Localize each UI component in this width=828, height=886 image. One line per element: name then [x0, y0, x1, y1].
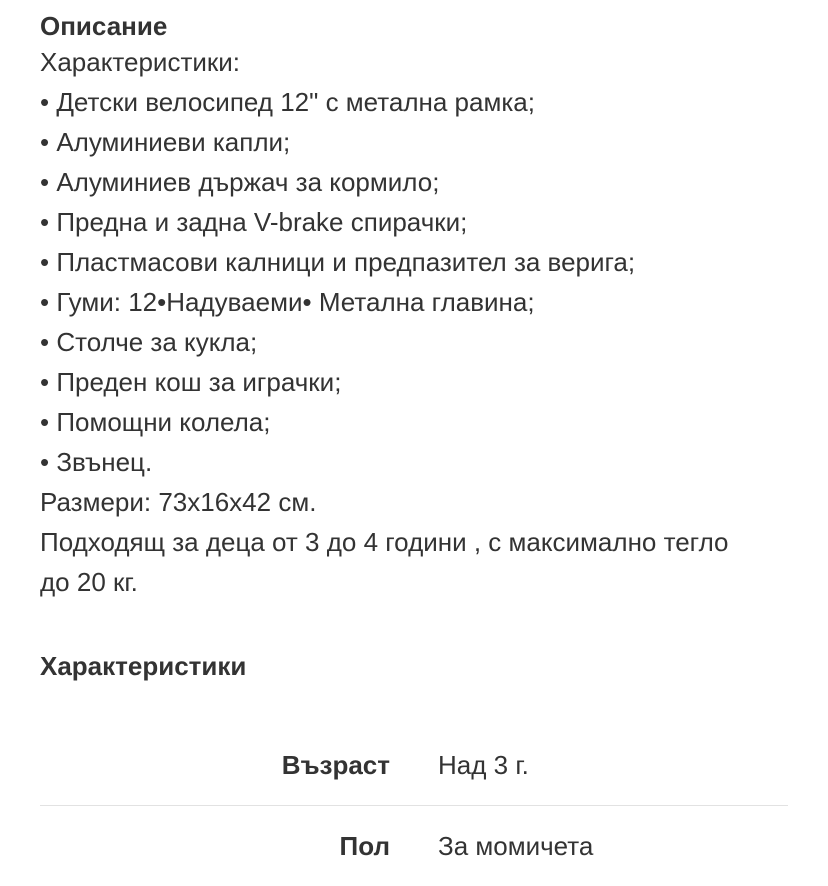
- description-line: Характеристики:: [40, 47, 241, 77]
- description-line: • Предна и задна V-brake спирачки;: [40, 207, 468, 237]
- description-line: • Детски велосипед 12" с метална рамка;: [40, 87, 535, 117]
- spec-row-gender: [40, 806, 788, 886]
- description-line: Размери: 73х16х42 см.: [40, 487, 317, 517]
- spec-key: Пол: [339, 830, 390, 861]
- description-line: Подходящ за деца от 3 до 4 години , с максимално тегло до 20 кг.: [40, 527, 729, 597]
- description-line: • Помощни колела;: [40, 407, 271, 437]
- spec-key: Възраст: [281, 750, 390, 780]
- description-line: • Звънец.: [40, 447, 153, 477]
- spec-row-age: [40, 726, 788, 806]
- description-line: • Алуминиев държач за кормило;: [40, 167, 440, 197]
- specs-table: [40, 726, 788, 886]
- spec-value: За момичета: [438, 830, 594, 861]
- spec-value: Над 3 г.: [438, 750, 529, 780]
- description-line: • Преден кош за играчки;: [40, 367, 342, 397]
- description-line: • Столче за кукла;: [40, 327, 258, 357]
- specs-heading: Характеристики: [40, 651, 247, 681]
- description-heading: Описание: [40, 11, 168, 41]
- description-section: [40, 10, 788, 602]
- description-line: • Гуми: 12•Надуваеми• Метална главина;: [40, 287, 535, 317]
- description-body: [40, 42, 788, 602]
- description-line: • Алуминиеви капли;: [40, 127, 291, 157]
- description-line: • Пластмасови калници и предпазител за верига;: [40, 247, 636, 277]
